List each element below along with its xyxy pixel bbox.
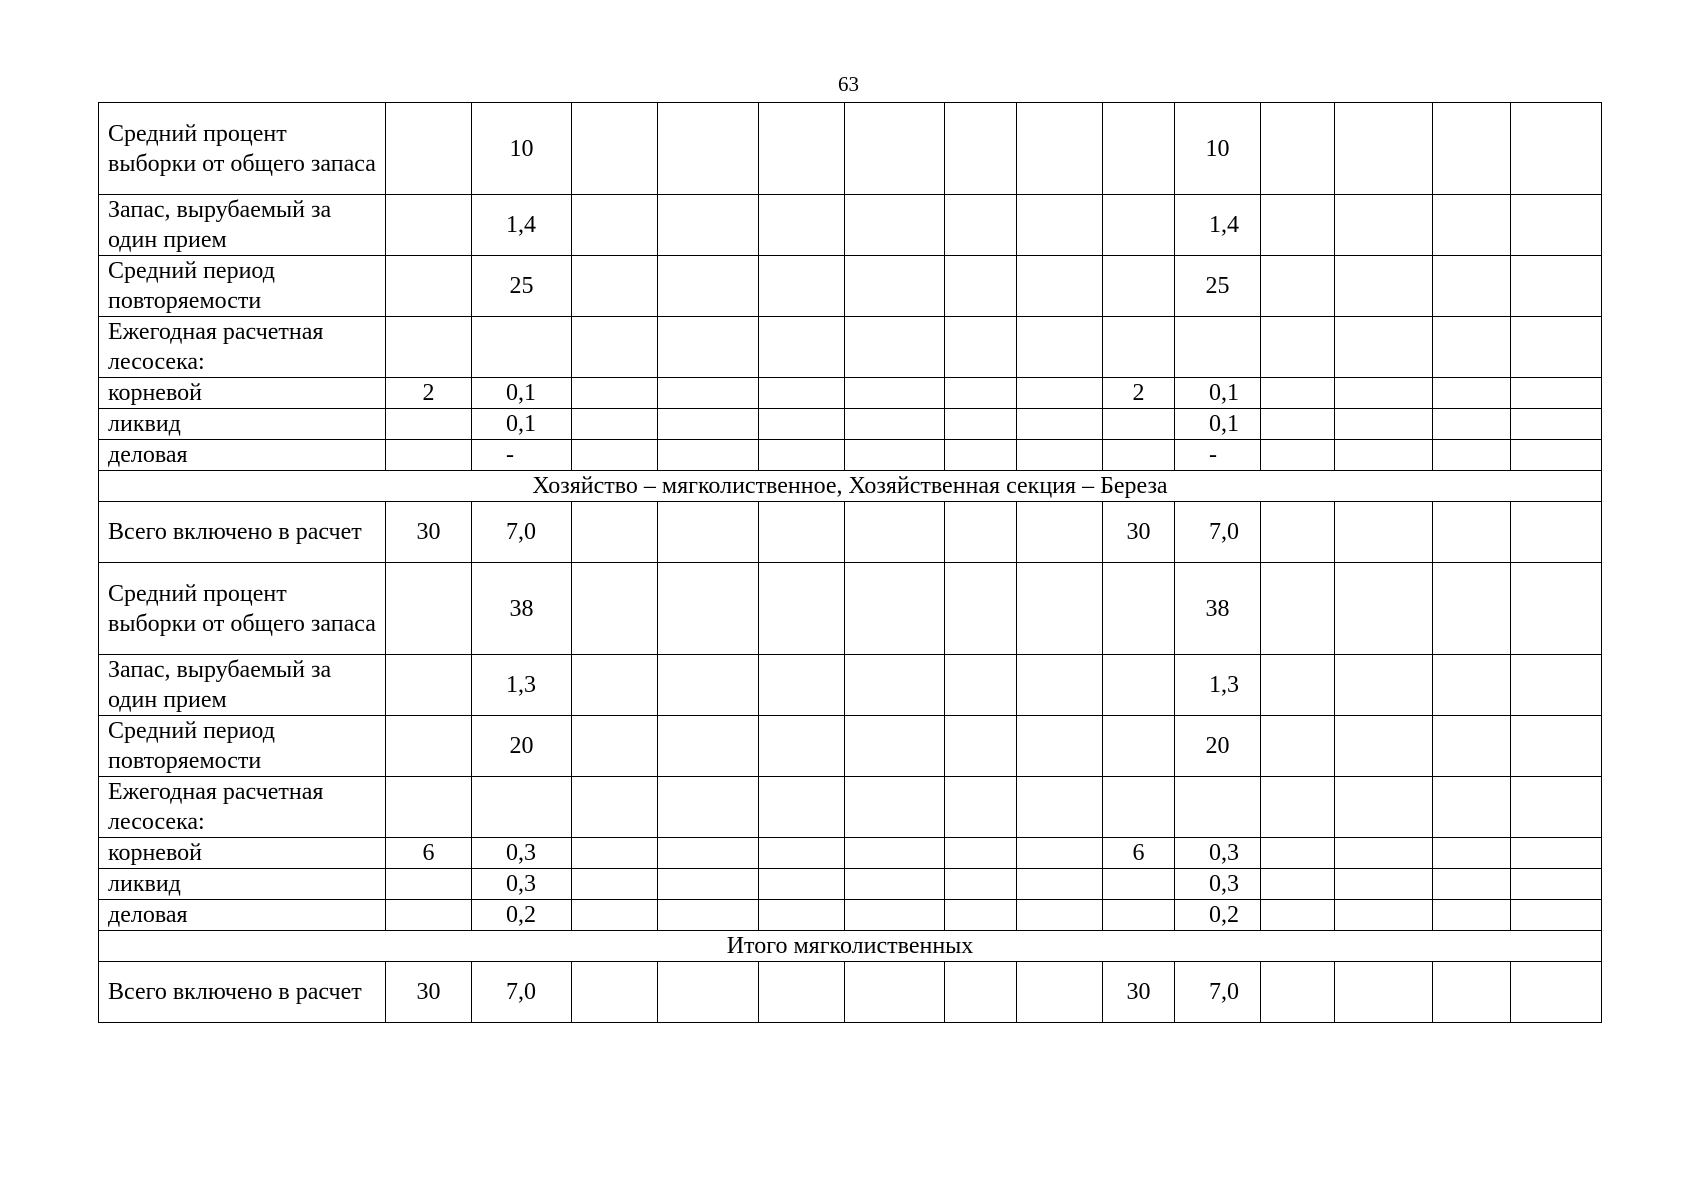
empty-cell	[1261, 378, 1335, 409]
empty-cell	[845, 777, 945, 838]
empty-cell	[1335, 378, 1433, 409]
table-cell	[1175, 317, 1261, 378]
empty-cell	[1433, 655, 1511, 716]
table-cell: 6	[386, 838, 472, 869]
empty-cell	[1335, 838, 1433, 869]
empty-cell	[759, 716, 845, 777]
table-cell: 0,3	[472, 838, 572, 869]
table-row	[99, 838, 1602, 869]
table-cell: 0,1	[472, 378, 572, 409]
table-cell	[1103, 655, 1175, 716]
empty-cell	[572, 502, 658, 563]
empty-cell	[658, 869, 759, 900]
empty-cell	[1017, 502, 1103, 563]
table-cell: 25	[472, 256, 572, 317]
table-cell	[386, 195, 472, 256]
empty-cell	[572, 440, 658, 471]
empty-cell	[1017, 440, 1103, 471]
table-cell	[1103, 256, 1175, 317]
row-label: деловая	[99, 900, 386, 931]
table-row	[99, 777, 1602, 838]
table-cell: 2	[386, 378, 472, 409]
table-cell: 1,3	[1175, 655, 1261, 716]
empty-cell	[1017, 409, 1103, 440]
empty-cell	[845, 655, 945, 716]
empty-cell	[1433, 378, 1511, 409]
empty-cell	[845, 317, 945, 378]
table-cell	[386, 869, 472, 900]
table-cell: 1,4	[1175, 195, 1261, 256]
empty-cell	[1511, 563, 1602, 655]
page-number: 63	[838, 72, 859, 96]
empty-cell	[945, 378, 1017, 409]
table-cell	[1103, 716, 1175, 777]
empty-cell	[945, 103, 1017, 195]
table-cell	[1103, 563, 1175, 655]
table-row	[99, 900, 1602, 931]
empty-cell	[945, 563, 1017, 655]
table-row	[99, 256, 1602, 317]
empty-cell	[1511, 256, 1602, 317]
section-heading: Хозяйство – мягколиственное, Хозяйственная секция – Береза	[99, 471, 1602, 502]
table-cell	[472, 777, 572, 838]
empty-cell	[658, 962, 759, 1023]
row-label: Запас, вырубаемый за один прием	[99, 195, 386, 256]
empty-cell	[572, 777, 658, 838]
table-cell: 0,3	[472, 869, 572, 900]
empty-cell	[1335, 256, 1433, 317]
table-cell	[1103, 317, 1175, 378]
empty-cell	[759, 900, 845, 931]
empty-cell	[1261, 317, 1335, 378]
table-cell: 20	[472, 716, 572, 777]
empty-cell	[1335, 502, 1433, 563]
empty-cell	[845, 716, 945, 777]
empty-cell	[845, 195, 945, 256]
empty-cell	[1017, 716, 1103, 777]
table-cell	[1103, 900, 1175, 931]
table-section-row	[99, 931, 1602, 962]
empty-cell	[572, 409, 658, 440]
empty-cell	[658, 838, 759, 869]
empty-cell	[1511, 378, 1602, 409]
empty-cell	[1511, 838, 1602, 869]
empty-cell	[759, 563, 845, 655]
empty-cell	[945, 716, 1017, 777]
empty-cell	[1261, 502, 1335, 563]
empty-cell	[1261, 900, 1335, 931]
empty-cell	[658, 655, 759, 716]
table-cell: 38	[1175, 563, 1261, 655]
table-cell	[386, 317, 472, 378]
table-row	[99, 962, 1602, 1023]
empty-cell	[572, 103, 658, 195]
empty-cell	[759, 502, 845, 563]
empty-cell	[759, 378, 845, 409]
table-cell	[386, 900, 472, 931]
empty-cell	[1433, 103, 1511, 195]
empty-cell	[1017, 838, 1103, 869]
row-label: ликвид	[99, 409, 386, 440]
row-label: Средний процент выборки от общего запаса	[99, 563, 386, 655]
empty-cell	[572, 716, 658, 777]
empty-cell	[1017, 777, 1103, 838]
table-row	[99, 869, 1602, 900]
table-cell: 2	[1103, 378, 1175, 409]
empty-cell	[572, 378, 658, 409]
table-cell: 7,0	[472, 502, 572, 563]
empty-cell	[845, 103, 945, 195]
table-cell: 7,0	[1175, 962, 1261, 1023]
empty-cell	[1433, 777, 1511, 838]
empty-cell	[658, 317, 759, 378]
empty-cell	[845, 256, 945, 317]
row-label: корневой	[99, 378, 386, 409]
table-row	[99, 103, 1602, 195]
table-cell	[386, 103, 472, 195]
table-cell: 38	[472, 563, 572, 655]
empty-cell	[1433, 502, 1511, 563]
table-cell	[1175, 777, 1261, 838]
empty-cell	[1511, 440, 1602, 471]
empty-cell	[945, 195, 1017, 256]
empty-cell	[945, 502, 1017, 563]
table-row	[99, 716, 1602, 777]
empty-cell	[845, 900, 945, 931]
empty-cell	[845, 409, 945, 440]
table-cell	[386, 563, 472, 655]
empty-cell	[658, 900, 759, 931]
empty-cell	[572, 900, 658, 931]
empty-cell	[845, 838, 945, 869]
table-cell: 0,2	[472, 900, 572, 931]
empty-cell	[945, 655, 1017, 716]
table-cell: 0,3	[1175, 838, 1261, 869]
empty-cell	[945, 838, 1017, 869]
empty-cell	[572, 317, 658, 378]
empty-cell	[759, 256, 845, 317]
empty-cell	[945, 962, 1017, 1023]
table-cell	[1103, 195, 1175, 256]
empty-cell	[945, 409, 1017, 440]
empty-cell	[759, 195, 845, 256]
empty-cell	[759, 962, 845, 1023]
empty-cell	[1335, 900, 1433, 931]
empty-cell	[1511, 409, 1602, 440]
table-cell	[1103, 869, 1175, 900]
empty-cell	[572, 655, 658, 716]
table-cell: 6	[1103, 838, 1175, 869]
empty-cell	[1433, 563, 1511, 655]
table-cell: 7,0	[1175, 502, 1261, 563]
table-cell: 25	[1175, 256, 1261, 317]
empty-cell	[1261, 563, 1335, 655]
empty-cell	[658, 502, 759, 563]
table-cell	[1103, 777, 1175, 838]
empty-cell	[1261, 869, 1335, 900]
empty-cell	[658, 777, 759, 838]
empty-cell	[658, 563, 759, 655]
empty-cell	[759, 317, 845, 378]
table-cell: 0,3	[1175, 869, 1261, 900]
table-cell	[386, 256, 472, 317]
empty-cell	[945, 256, 1017, 317]
empty-cell	[658, 716, 759, 777]
empty-cell	[1017, 317, 1103, 378]
empty-cell	[658, 378, 759, 409]
table-cell	[386, 440, 472, 471]
empty-cell	[759, 440, 845, 471]
row-label: Всего включено в расчет	[99, 962, 386, 1023]
row-label: Средний период повторяемости	[99, 716, 386, 777]
empty-cell	[572, 962, 658, 1023]
empty-cell	[1261, 440, 1335, 471]
table-row	[99, 440, 1602, 471]
section-heading: Итого мягколиственных	[99, 931, 1602, 962]
table-row	[99, 409, 1602, 440]
table-row	[99, 195, 1602, 256]
table-cell	[386, 716, 472, 777]
empty-cell	[759, 103, 845, 195]
empty-cell	[1511, 317, 1602, 378]
empty-cell	[759, 869, 845, 900]
empty-cell	[572, 195, 658, 256]
empty-cell	[1017, 378, 1103, 409]
empty-cell	[572, 869, 658, 900]
forest-calculation-table	[98, 102, 1602, 1023]
table-cell	[472, 317, 572, 378]
empty-cell	[945, 317, 1017, 378]
row-label: Средний период повторяемости	[99, 256, 386, 317]
empty-cell	[1511, 103, 1602, 195]
table-cell: 0,1	[1175, 378, 1261, 409]
empty-cell	[845, 502, 945, 563]
row-label: корневой	[99, 838, 386, 869]
row-label: Средний процент выборки от общего запаса	[99, 103, 386, 195]
empty-cell	[1261, 195, 1335, 256]
table-cell: 30	[386, 502, 472, 563]
table-row	[99, 502, 1602, 563]
empty-cell	[845, 869, 945, 900]
empty-cell	[1017, 900, 1103, 931]
empty-cell	[1335, 103, 1433, 195]
empty-cell	[1261, 962, 1335, 1023]
empty-cell	[658, 440, 759, 471]
empty-cell	[1433, 962, 1511, 1023]
table-cell: 30	[1103, 962, 1175, 1023]
empty-cell	[1335, 962, 1433, 1023]
empty-cell	[945, 440, 1017, 471]
empty-cell	[1261, 409, 1335, 440]
table-body	[99, 103, 1602, 1023]
empty-cell	[1017, 195, 1103, 256]
table-cell	[386, 777, 472, 838]
empty-cell	[759, 838, 845, 869]
empty-cell	[1433, 440, 1511, 471]
empty-cell	[845, 962, 945, 1023]
empty-cell	[1335, 563, 1433, 655]
empty-cell	[1261, 655, 1335, 716]
table-cell	[1103, 103, 1175, 195]
empty-cell	[1335, 777, 1433, 838]
empty-cell	[759, 409, 845, 440]
empty-cell	[1335, 317, 1433, 378]
empty-cell	[1433, 256, 1511, 317]
empty-cell	[845, 563, 945, 655]
row-label: деловая	[99, 440, 386, 471]
empty-cell	[658, 409, 759, 440]
empty-cell	[1261, 716, 1335, 777]
empty-cell	[572, 838, 658, 869]
empty-cell	[845, 440, 945, 471]
empty-cell	[845, 378, 945, 409]
empty-cell	[572, 256, 658, 317]
table-cell: 7,0	[472, 962, 572, 1023]
empty-cell	[658, 195, 759, 256]
table-cell: 1,3	[472, 655, 572, 716]
row-label: ликвид	[99, 869, 386, 900]
empty-cell	[1335, 869, 1433, 900]
table-cell: -	[1175, 440, 1261, 471]
table-cell: 0,1	[1175, 409, 1261, 440]
table-row	[99, 378, 1602, 409]
table-cell: 1,4	[472, 195, 572, 256]
empty-cell	[1335, 195, 1433, 256]
table-row	[99, 655, 1602, 716]
empty-cell	[1261, 103, 1335, 195]
table-cell: 30	[1103, 502, 1175, 563]
table-cell	[1103, 440, 1175, 471]
table-cell: -	[472, 440, 572, 471]
empty-cell	[1511, 869, 1602, 900]
empty-cell	[1017, 256, 1103, 317]
table-row	[99, 563, 1602, 655]
empty-cell	[1511, 502, 1602, 563]
table-cell: 10	[1175, 103, 1261, 195]
table-cell	[1103, 409, 1175, 440]
empty-cell	[572, 563, 658, 655]
table-section-row	[99, 471, 1602, 502]
empty-cell	[1433, 195, 1511, 256]
empty-cell	[1511, 900, 1602, 931]
empty-cell	[1511, 195, 1602, 256]
empty-cell	[1017, 563, 1103, 655]
empty-cell	[1335, 440, 1433, 471]
empty-cell	[1433, 900, 1511, 931]
empty-cell	[945, 777, 1017, 838]
empty-cell	[1511, 777, 1602, 838]
empty-cell	[1335, 409, 1433, 440]
table-cell: 0,2	[1175, 900, 1261, 931]
empty-cell	[658, 256, 759, 317]
empty-cell	[1017, 655, 1103, 716]
table-cell: 0,1	[472, 409, 572, 440]
empty-cell	[1261, 777, 1335, 838]
empty-cell	[1511, 962, 1602, 1023]
empty-cell	[945, 900, 1017, 931]
row-label: Всего включено в расчет	[99, 502, 386, 563]
empty-cell	[1335, 716, 1433, 777]
empty-cell	[1017, 962, 1103, 1023]
table-cell: 10	[472, 103, 572, 195]
row-label: Ежегодная расчетная лесосека:	[99, 777, 386, 838]
empty-cell	[1433, 409, 1511, 440]
empty-cell	[1261, 838, 1335, 869]
table-cell: 20	[1175, 716, 1261, 777]
empty-cell	[1017, 103, 1103, 195]
empty-cell	[1511, 655, 1602, 716]
table-cell	[386, 409, 472, 440]
row-label: Ежегодная расчетная лесосека:	[99, 317, 386, 378]
empty-cell	[1433, 716, 1511, 777]
empty-cell	[1335, 655, 1433, 716]
empty-cell	[1433, 838, 1511, 869]
empty-cell	[1017, 869, 1103, 900]
empty-cell	[1261, 256, 1335, 317]
table-cell: 30	[386, 962, 472, 1023]
table-row	[99, 317, 1602, 378]
empty-cell	[1511, 716, 1602, 777]
empty-cell	[759, 777, 845, 838]
empty-cell	[1433, 317, 1511, 378]
table-cell	[386, 655, 472, 716]
empty-cell	[658, 103, 759, 195]
empty-cell	[945, 869, 1017, 900]
empty-cell	[759, 655, 845, 716]
empty-cell	[1433, 869, 1511, 900]
row-label: Запас, вырубаемый за один прием	[99, 655, 386, 716]
